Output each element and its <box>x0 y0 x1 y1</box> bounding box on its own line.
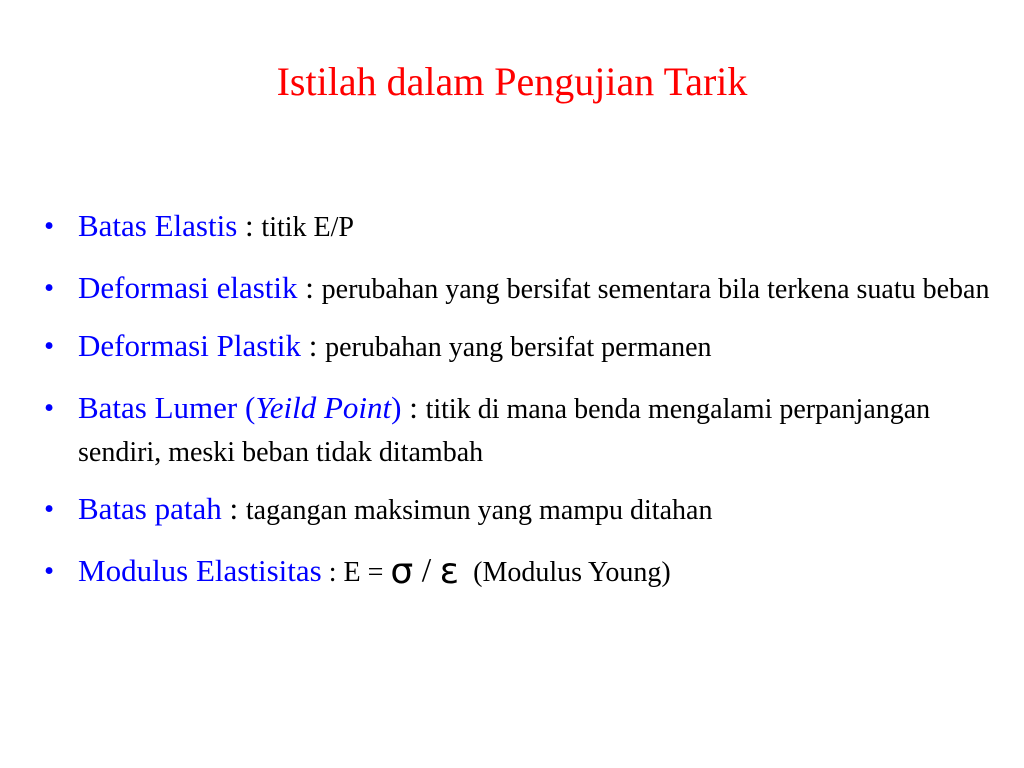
term-description: perubahan yang bersifat permanen <box>325 332 712 363</box>
term-label-suffix: ) <box>391 390 402 425</box>
separator: : <box>301 328 326 363</box>
term-label: Batas Elastis <box>78 208 238 243</box>
division-slash: / <box>413 552 440 589</box>
separator: : <box>237 208 262 243</box>
term-label-italic: Yeild Point <box>255 390 392 425</box>
term-list <box>40 205 1000 612</box>
term-label: Batas patah <box>78 491 222 526</box>
separator: : <box>321 557 344 588</box>
term-label: Deformasi Plastik <box>78 328 301 363</box>
separator: : <box>401 390 426 425</box>
separator: : <box>221 491 246 526</box>
bullet-icon: • <box>44 272 55 304</box>
separator: : <box>297 270 322 305</box>
bullet-icon: • <box>44 392 55 424</box>
bullet-icon: • <box>44 330 55 362</box>
slide-title: Istilah dalam Pengujian Tarik <box>276 59 748 104</box>
term-label <box>78 390 401 425</box>
list-item-modulus-elastisitas <box>40 550 1000 594</box>
formula-note: (Modulus Young) <box>459 557 671 588</box>
sigma-symbol: σ <box>390 551 414 592</box>
term-description: perubahan yang bersifat sementara bila terkena suatu beban <box>321 274 990 305</box>
term-label: Deformasi elastik <box>78 270 298 305</box>
list-item-deformasi-plastik <box>40 325 1000 369</box>
list-item-batas-patah <box>40 488 1000 532</box>
term-description: titik E/P <box>261 212 354 243</box>
epsilon-symbol: ε <box>439 551 460 592</box>
term-label: Modulus Elastisitas <box>78 553 322 588</box>
bullet-icon: • <box>44 493 55 525</box>
list-item-batas-lumer <box>40 387 1000 474</box>
bullet-icon: • <box>44 555 55 587</box>
term-label-prefix: Batas Lumer ( <box>78 390 256 425</box>
term-description: tagangan maksimun yang mampu ditahan <box>245 495 713 526</box>
term-description: titik di mana benda mengalami perpanjangan sendiri, meski beban tidak ditambah <box>78 394 931 468</box>
list-item-deformasi-elastik <box>40 267 1000 311</box>
list-item-batas-elastis <box>40 205 1000 249</box>
bullet-icon: • <box>44 210 55 242</box>
formula-lhs: E = <box>343 557 391 588</box>
